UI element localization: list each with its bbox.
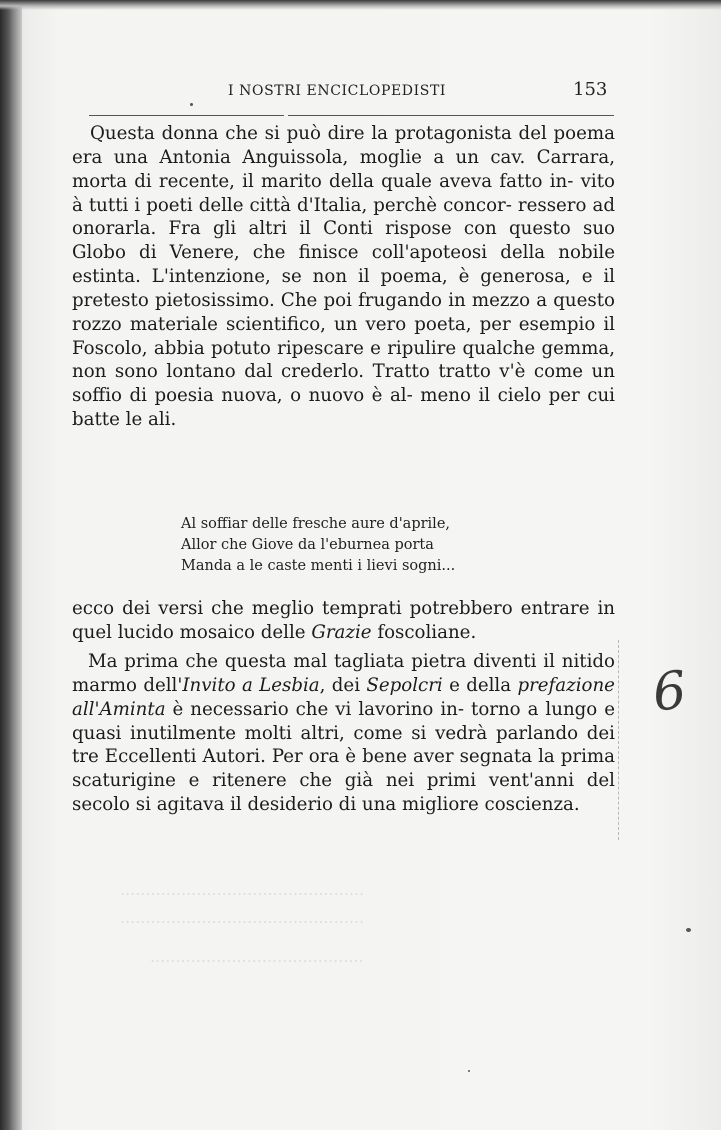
after-verse-line-1: ecco dei versi che meglio temprati potrebbero entrare xyxy=(72,598,590,619)
closing-line: nitido marmo dell' xyxy=(72,651,615,696)
closing-line: torno a lungo e quasi inutilmente molti altri, come si xyxy=(72,698,615,744)
running-title: I NOSTRI ENCICLOPEDISTI xyxy=(228,83,447,99)
paragraph-1 xyxy=(72,122,615,432)
title-sepolcri: Sepolcri xyxy=(366,674,443,696)
closing-line: e della xyxy=(442,674,512,696)
p1-line: e il pretesto pietosissimo. Che poi frugando in mezzo a xyxy=(72,266,615,311)
closing-line: vedrà parlando dei tre Eccellenti Autori. Per ora è bene xyxy=(72,722,615,768)
closing-line: Ma prima che questa mal tagliata pietra diventi il xyxy=(88,651,555,672)
book-binding-edge xyxy=(0,0,22,1130)
closing-line: migliore coscienza. xyxy=(402,794,580,816)
title-invito-a-lesbia: Invito a Lesbia xyxy=(182,674,320,696)
p1-line: esempio il Foscolo, abbia potuto ripescare e ripulire xyxy=(72,313,615,359)
verse-line: Manda a le caste menti i lievi sogni... xyxy=(181,558,456,574)
paragraph-after-verse xyxy=(72,597,615,645)
show-through-text: .......................................... xyxy=(150,947,364,966)
p1-line: vito à tutti i poeti delle città d'Italia, perchè concor- xyxy=(72,170,615,216)
after-verse-line-2b: foscoliane. xyxy=(371,621,477,643)
p1-line: era una Antonia Anguissola, moglie a un cav. Carrara, xyxy=(72,146,615,168)
header-rule-right xyxy=(288,115,614,116)
p1-line: meno il cielo per cui batte le ali. xyxy=(72,385,615,431)
verse-line: Al soffiar delle fresche aure d'aprile, xyxy=(181,516,451,532)
p1-line: morta di recente, il marito della quale aveva fatto in- xyxy=(72,170,574,192)
p1-line: questo suo Globo di Venere, che finisce coll'apoteosi della xyxy=(72,218,615,264)
p1-line: nobile estinta. L'intenzione, se non il poema, è generosa, xyxy=(72,242,615,288)
ink-speck xyxy=(686,928,691,932)
p1-line: tratto v'è come un soffio di poesia nuova, o nuovo è al- xyxy=(72,361,615,407)
verse-line: Allor che Giove da l'eburnea porta xyxy=(181,537,434,553)
closing-line: è necessario che vi lavorino in- xyxy=(165,698,465,720)
header-rule-left xyxy=(89,115,284,116)
ink-speck xyxy=(468,1070,470,1072)
page-number: 153 xyxy=(573,79,608,100)
title-prefazione-aminta: prefazione all'Aminta xyxy=(72,674,615,720)
handwritten-margin-note: 6 xyxy=(649,660,690,724)
closing-line: primi vent'anni del secolo si agitava il desiderio di una xyxy=(72,770,615,816)
closing-paragraph xyxy=(72,650,615,817)
p1-line: questo rozzo materiale scientifico, un vero poeta, per xyxy=(72,289,615,335)
after-verse-line-2a: in quel lucido mosaico delle xyxy=(72,598,615,643)
verse-quote xyxy=(181,514,455,577)
p1-line: qualche gemma, non sono lontano dal crederlo. Tratto xyxy=(72,337,615,383)
closing-line: , dei xyxy=(319,674,367,696)
margin-pencil-line xyxy=(618,640,620,840)
closing-line: aver segnata la prima scaturigine e ritenere che già nei xyxy=(72,746,615,792)
show-through-text: ................................................ xyxy=(120,908,365,927)
title-grazie: Grazie xyxy=(311,621,372,643)
show-through-text: ................................................ xyxy=(120,880,365,899)
p1-line: ressero ad onorarla. Fra gli altri il Conti rispose con xyxy=(72,194,615,240)
ink-speck xyxy=(190,103,193,106)
page-top-shadow xyxy=(0,0,721,10)
p1-line: Questa donna che si può dire la protagonista del poema xyxy=(90,123,615,144)
